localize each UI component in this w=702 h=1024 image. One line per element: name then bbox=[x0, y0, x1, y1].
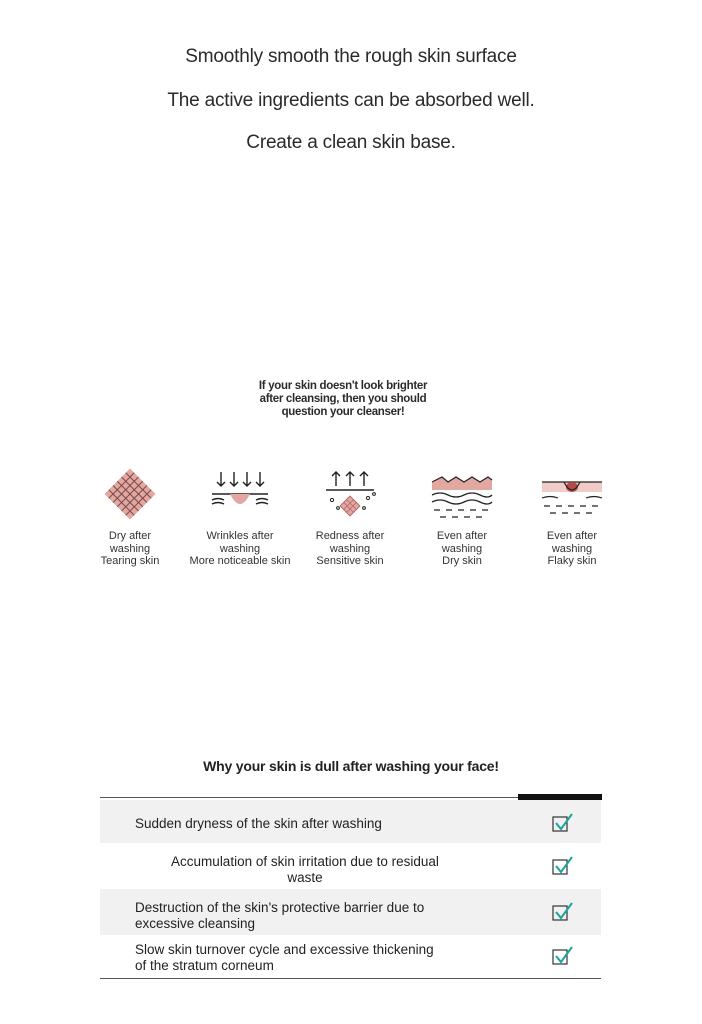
cracked-skin-icon bbox=[98, 468, 162, 524]
reason-line-2: waste bbox=[287, 870, 323, 885]
checkbox-check-icon bbox=[552, 902, 574, 922]
wrinkle-icon bbox=[208, 468, 272, 524]
reason-row bbox=[100, 889, 601, 935]
redness-icon bbox=[318, 468, 382, 524]
skin-type-redness-line-2: washing bbox=[329, 542, 371, 555]
checkbox-check-icon bbox=[552, 946, 574, 966]
reason-row bbox=[100, 800, 601, 843]
reason-row bbox=[100, 935, 601, 978]
skin-type-dry-layers-line-1: Even after bbox=[436, 530, 488, 542]
skin-type-dry-line-2: washing bbox=[109, 542, 151, 555]
skin-type-dry-layers bbox=[402, 468, 522, 568]
skin-type-dry-line-1: Dry after bbox=[108, 530, 152, 542]
skin-type-dry bbox=[70, 468, 190, 568]
question-line-3: question your cleanser! bbox=[281, 406, 405, 418]
skin-type-flaky-line-2: washing bbox=[551, 542, 593, 555]
skin-type-redness-line-1: Redness after bbox=[315, 530, 385, 542]
table-bottom-border bbox=[100, 978, 601, 979]
skin-type-flaky bbox=[512, 468, 632, 568]
skin-type-dry-layers-line-2: washing bbox=[441, 542, 483, 555]
skin-type-redness bbox=[290, 468, 410, 568]
flaky-skin-icon bbox=[540, 468, 604, 524]
skin-type-wrinkles bbox=[180, 468, 300, 568]
reason-line-1: Accumulation of skin irritation due to residual bbox=[171, 854, 439, 869]
reason-line-2: of the stratum corneum bbox=[135, 958, 274, 973]
headline-line-1: Smoothly smooth the rough skin surface bbox=[185, 46, 517, 67]
checkbox-check-icon bbox=[552, 856, 574, 876]
skin-type-redness-line-3: Sensitive skin bbox=[316, 555, 384, 567]
question-line-1: If your skin doesn't look brighter bbox=[258, 380, 428, 392]
reason-line-2: excessive cleansing bbox=[135, 916, 256, 931]
skin-type-wrinkles-line-2: washing bbox=[219, 542, 261, 555]
skin-type-dry-line-3: Tearing skin bbox=[100, 555, 160, 567]
skin-type-dry-layers-line-3: Dry skin bbox=[442, 555, 482, 567]
skin-type-wrinkles-line-3: More noticeable skin bbox=[189, 555, 291, 567]
reason-line-1: Slow skin turnover cycle and excessive thickening bbox=[135, 942, 434, 957]
headline-line-3: Create a clean skin base. bbox=[246, 132, 456, 153]
skin-type-flaky-line-1: Even after bbox=[546, 530, 598, 542]
question-line-2: after cleansing, then you should bbox=[259, 393, 427, 405]
dry-layers-icon bbox=[430, 468, 494, 524]
reason-text bbox=[135, 900, 475, 932]
reason-line-1: Destruction of the skin's protective barrier due to bbox=[135, 900, 425, 915]
reason-text bbox=[135, 942, 475, 974]
headline-line-2: The active ingredients can be absorbed well. bbox=[167, 90, 535, 111]
skin-type-flaky-line-3: Flaky skin bbox=[547, 555, 597, 567]
why-title: Why your skin is dull after washing your face! bbox=[203, 758, 499, 774]
checkbox-check-icon bbox=[552, 813, 574, 833]
reason-text bbox=[135, 854, 475, 886]
reason-text bbox=[135, 816, 475, 832]
reason-row bbox=[100, 843, 601, 889]
reason-line-1: Sudden dryness of the skin after washing bbox=[135, 816, 382, 831]
skin-type-wrinkles-line-1: Wrinkles after bbox=[206, 530, 274, 542]
cleanser-question bbox=[200, 380, 486, 419]
